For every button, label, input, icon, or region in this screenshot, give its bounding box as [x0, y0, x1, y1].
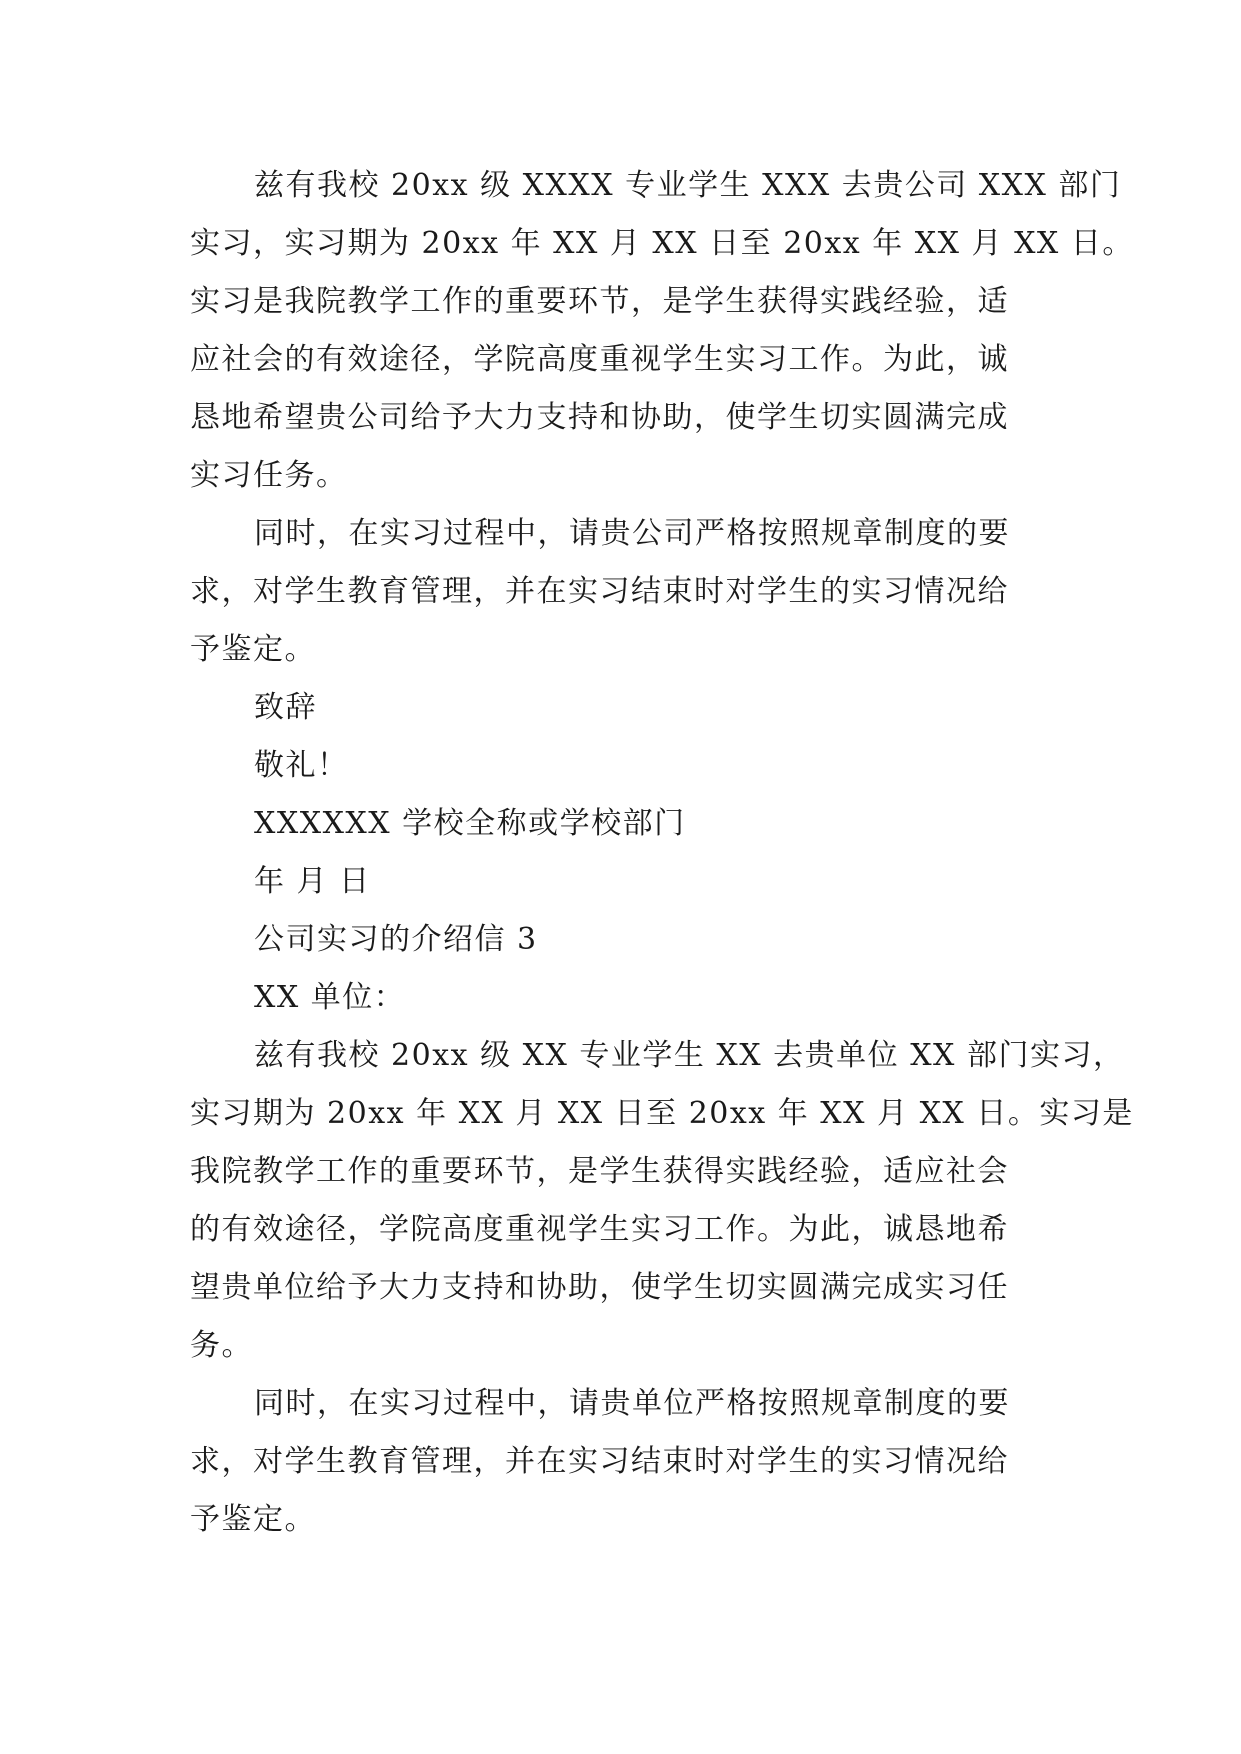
paragraph-3-line-6: 务。	[190, 1328, 253, 1363]
paragraph-3-line-3: 我院教学工作的重要环节，是学生获得实践经验，适应社会	[190, 1154, 1009, 1189]
recipient-line: XX 单位：	[254, 980, 406, 1015]
paragraph-2-line-1: 同时，在实习过程中，请贵公司严格按照规章制度的要	[254, 516, 1010, 551]
paragraph-1-line-5: 恳地希望贵公司给予大力支持和协助，使学生切实圆满完成	[190, 400, 1009, 435]
closing-greeting: 致辞	[254, 690, 317, 725]
paragraph-3-line-5: 望贵单位给予大力支持和协助，使学生切实圆满完成实习任	[190, 1270, 1009, 1305]
paragraph-4-line-1: 同时，在实习过程中，请贵单位严格按照规章制度的要	[254, 1386, 1010, 1421]
signature-date: 年 月 日	[254, 864, 371, 899]
paragraph-1-line-1: 兹有我校 20xx 级 XXXX 专业学生 XXX 去贵公司 XXX 部门	[254, 168, 1122, 203]
paragraph-2-line-3: 予鉴定。	[190, 632, 316, 667]
paragraph-4-line-3: 予鉴定。	[190, 1502, 316, 1537]
paragraph-1-line-4: 应社会的有效途径，学院高度重视学生实习工作。为此，诚	[190, 342, 1009, 377]
paragraph-3-line-2: 实习期为 20xx 年 XX 月 XX 日至 20xx 年 XX 月 XX 日。实习是	[190, 1096, 1134, 1131]
paragraph-2-line-2: 求，对学生教育管理，并在实习结束时对学生的实习情况给	[190, 574, 1009, 609]
paragraph-1-line-6: 实习任务。	[190, 458, 348, 493]
closing-salute: 敬礼！	[254, 748, 349, 783]
paragraph-4-line-2: 求，对学生教育管理，并在实习结束时对学生的实习情况给	[190, 1444, 1009, 1479]
paragraph-1-line-2: 实习，实习期为 20xx 年 XX 月 XX 日至 20xx 年 XX 月 XX 日。	[190, 226, 1134, 261]
signature-school: XXXXXX 学校全称或学校部门	[254, 806, 686, 841]
paragraph-3-line-1: 兹有我校 20xx 级 XX 专业学生 XX 去贵单位 XX 部门实习，	[254, 1038, 1125, 1073]
section-title: 公司实习的介绍信 3	[254, 922, 538, 957]
paragraph-1-line-3: 实习是我院教学工作的重要环节，是学生获得实践经验，适	[190, 284, 1009, 319]
paragraph-3-line-4: 的有效途径，学院高度重视学生实习工作。为此，诚恳地希	[190, 1212, 1009, 1247]
